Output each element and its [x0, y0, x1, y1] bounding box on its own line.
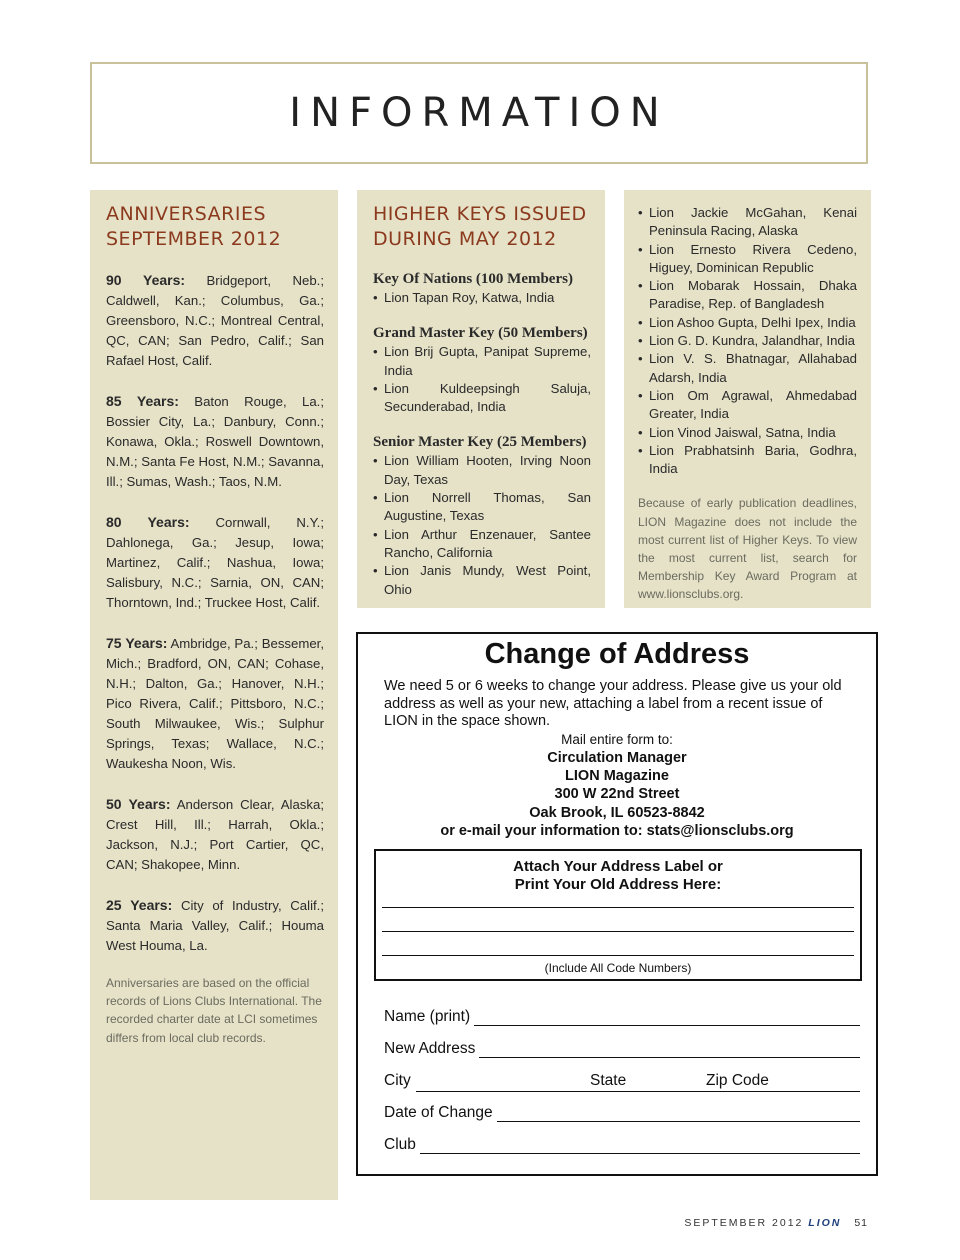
anniversary-years: 80 Years:: [106, 514, 190, 530]
key-member-list-continued: [638, 204, 857, 478]
change-of-address-form: [356, 632, 878, 1176]
list-item: • Lion G. D. Kundra, Jalandhar, India: [638, 332, 857, 350]
date-input-line[interactable]: [497, 1107, 860, 1122]
club-input-line[interactable]: [420, 1139, 860, 1154]
anniversary-years: 25 Years:: [106, 897, 173, 913]
list-item: • Lion Brij Gupta, Panipat Supreme, India: [373, 343, 591, 380]
anniversary-item: [106, 895, 324, 956]
label-box-title-line1: Attach Your Address Label or: [513, 858, 723, 875]
higher-keys-heading-line1: HIGHER KEYS ISSUED: [373, 203, 587, 225]
anniversary-years: 50 Years:: [106, 796, 171, 812]
key-member-list: [373, 343, 591, 416]
city-field-label: City: [384, 1072, 411, 1089]
list-item: • Lion Vinod Jaiswal, Satna, India: [638, 424, 857, 442]
anniversaries-heading: [106, 202, 324, 252]
footer-magazine: LION: [808, 1217, 842, 1229]
mail-label: Mail entire form to:: [561, 732, 673, 747]
old-address-label-box[interactable]: [374, 849, 862, 981]
list-item: • Lion Prabhatsinh Baria, Godhra, India: [638, 442, 857, 479]
anniversaries-heading-line1: ANNIVERSARIES: [106, 203, 267, 225]
anniversary-clubs: Anderson Clear, Alaska; Crest Hill, Ill.; Harrah, Okla.; Jackson, N.J.; Port Cartier, QC, CAN; Shakopee, Minn.: [106, 797, 324, 872]
footer-month: SEPTEMBER 2012: [684, 1217, 804, 1229]
name-input-line[interactable]: [474, 1011, 860, 1026]
label-box-note: (Include All Code Numbers): [544, 961, 692, 975]
mailing-address: [358, 749, 876, 840]
club-field-label: Club: [384, 1136, 416, 1153]
list-item: • Lion Tapan Roy, Katwa, India: [373, 289, 591, 307]
key-group: [373, 324, 591, 416]
page-footer: [684, 1217, 868, 1229]
anniversary-clubs: City of Industry, Calif.; Santa Maria Valley, Calif.; Houma West Houma, La.: [106, 898, 324, 953]
anniversary-years: 85 Years:: [106, 393, 179, 409]
name-field[interactable]: [384, 1008, 860, 1026]
change-of-address-intro: We need 5 or 6 weeks to change your address. Please give us your old address as well as your new, attaching a label from a recent issue of LION in the space shown.: [384, 678, 842, 729]
address-line: LION Magazine: [565, 768, 669, 785]
anniversaries-heading-line2: SEPTEMBER 2012: [106, 228, 282, 250]
key-group: [373, 433, 591, 598]
anniversary-item: [106, 270, 324, 371]
page-number: 51: [854, 1217, 868, 1229]
label-box-title: [376, 858, 860, 894]
anniversary-clubs: Ambridge, Pa.; Bessemer, Mich.; Bradford, ON, CAN; Cohase, N.H.; Dalton, Ga.; Hanover, N.H.; Pico Rivera, Calif.; Pittsboro, N.C.; South Milwaukee, Wis.; Sulphur Springs, Texas; Wallace, N.C.; Waukesha Noon, Wis.: [106, 636, 324, 771]
list-item: • Lion Ernesto Rivera Cedeno, Higuey, Dominican Republic: [638, 241, 857, 278]
new-address-field[interactable]: [384, 1040, 860, 1058]
higher-keys-note: Because of early publication deadlines, LION Magazine does not include the most current list of Higher Keys. To view the most current list, search for Membership Key Award Program at www.lionsclubs.org.: [638, 496, 857, 602]
list-item: • Lion Kuldeepsingh Saluja, Secunderabad, India: [373, 380, 591, 417]
anniversary-item: [106, 633, 324, 774]
anniversaries-list: [106, 270, 324, 956]
list-item: • Lion Jackie McGahan, Kenai Peninsula Racing, Alaska: [638, 204, 857, 241]
list-item: • Lion Ashoo Gupta, Delhi Ipex, India: [638, 314, 857, 332]
anniversary-item: [106, 512, 324, 613]
higher-keys-panel: [357, 190, 605, 608]
anniversary-years: 75 Years:: [106, 635, 168, 651]
list-item: • Lion Norrell Thomas, San Augustine, Texas: [373, 489, 591, 526]
zip-field-label: Zip Code: [706, 1072, 769, 1089]
address-line: 300 W 22nd Street: [554, 786, 680, 803]
name-field-label: Name (print): [384, 1008, 471, 1025]
address-line: Circulation Manager: [547, 750, 687, 766]
higher-keys-heading: [373, 202, 591, 252]
key-group-title: Senior Master Key (25 Members): [373, 434, 587, 451]
address-line: Oak Brook, IL 60523-8842: [529, 804, 705, 821]
higher-keys-continued-panel: [624, 190, 871, 608]
anniversaries-note: Anniversaries are based on the official records of Lions Clubs International. The recorded charter date at LCI sometimes differs from local club records.: [106, 976, 322, 1045]
email-line: or e-mail your information to: stats@lionsclubs.org: [440, 822, 794, 839]
anniversary-clubs: Baton Rouge, La.; Bossier City, La.; Danbury, Conn.; Konawa, Okla.; Roswell Downtown, N.M.; Santa Fe Host, N.M.; Savanna, Ill.; Sumas, Wash.; Taos, N.M.: [106, 394, 324, 489]
old-address-line[interactable]: [382, 907, 854, 908]
list-item: • Lion V. S. Bhatnagar, Allahabad Adarsh, India: [638, 350, 857, 387]
old-address-line[interactable]: [382, 955, 854, 956]
state-field-label: State: [590, 1072, 627, 1089]
date-of-change-field[interactable]: [384, 1104, 860, 1122]
new-address-field-label: New Address: [384, 1040, 476, 1057]
list-item: • Lion William Hooten, Irving Noon Day, Texas: [373, 452, 591, 489]
key-group-title: Key Of Nations (100 Members): [373, 271, 573, 287]
city-state-zip-input-line[interactable]: [416, 1090, 860, 1092]
anniversary-clubs: Cornwall, N.Y.; Dahlonega, Ga.; Jesup, Iowa; Martinez, Calif.; Nashua, Iowa; Salisbury, N.C.; Sarnia, ON, CAN; Thorntown, Ind.; Truckee Host, Calif.: [106, 515, 324, 610]
date-field-label: Date of Change: [384, 1104, 493, 1121]
key-group-title: Grand Master Key (50 Members): [373, 325, 588, 342]
change-of-address-title: Change of Address: [484, 638, 750, 670]
list-item: • Lion Arthur Enzenauer, Santee Rancho, California: [373, 526, 591, 563]
club-field[interactable]: [384, 1136, 860, 1154]
label-box-title-line2: Print Your Old Address Here:: [514, 876, 722, 893]
new-address-input-line[interactable]: [479, 1043, 860, 1058]
higher-keys-heading-line2: DURING MAY 2012: [373, 228, 557, 250]
anniversary-years: 90 Years:: [106, 272, 186, 288]
key-group: [373, 270, 591, 307]
anniversaries-panel: [90, 190, 338, 1200]
anniversary-clubs: Bridgeport, Neb.; Caldwell, Kan.; Columbus, Ga.; Greensboro, N.C.; Montreal Central, QC, CAN; San Pedro, Calif.; San Rafael Host, Calif.: [106, 273, 324, 368]
list-item: • Lion Mobarak Hossain, Dhaka Paradise, Rep. of Bangladesh: [638, 277, 857, 314]
key-member-list: [373, 289, 591, 307]
page-title: INFORMATION: [289, 90, 669, 136]
city-state-zip-row[interactable]: [384, 1072, 860, 1094]
list-item: • Lion Janis Mundy, West Point, Ohio: [373, 562, 591, 599]
anniversary-item: [106, 391, 324, 492]
anniversary-item: [106, 794, 324, 875]
old-address-line[interactable]: [382, 931, 854, 932]
header-box: [90, 62, 868, 164]
key-member-list: [373, 452, 591, 598]
list-item: • Lion Om Agrawal, Ahmedabad Greater, India: [638, 387, 857, 424]
